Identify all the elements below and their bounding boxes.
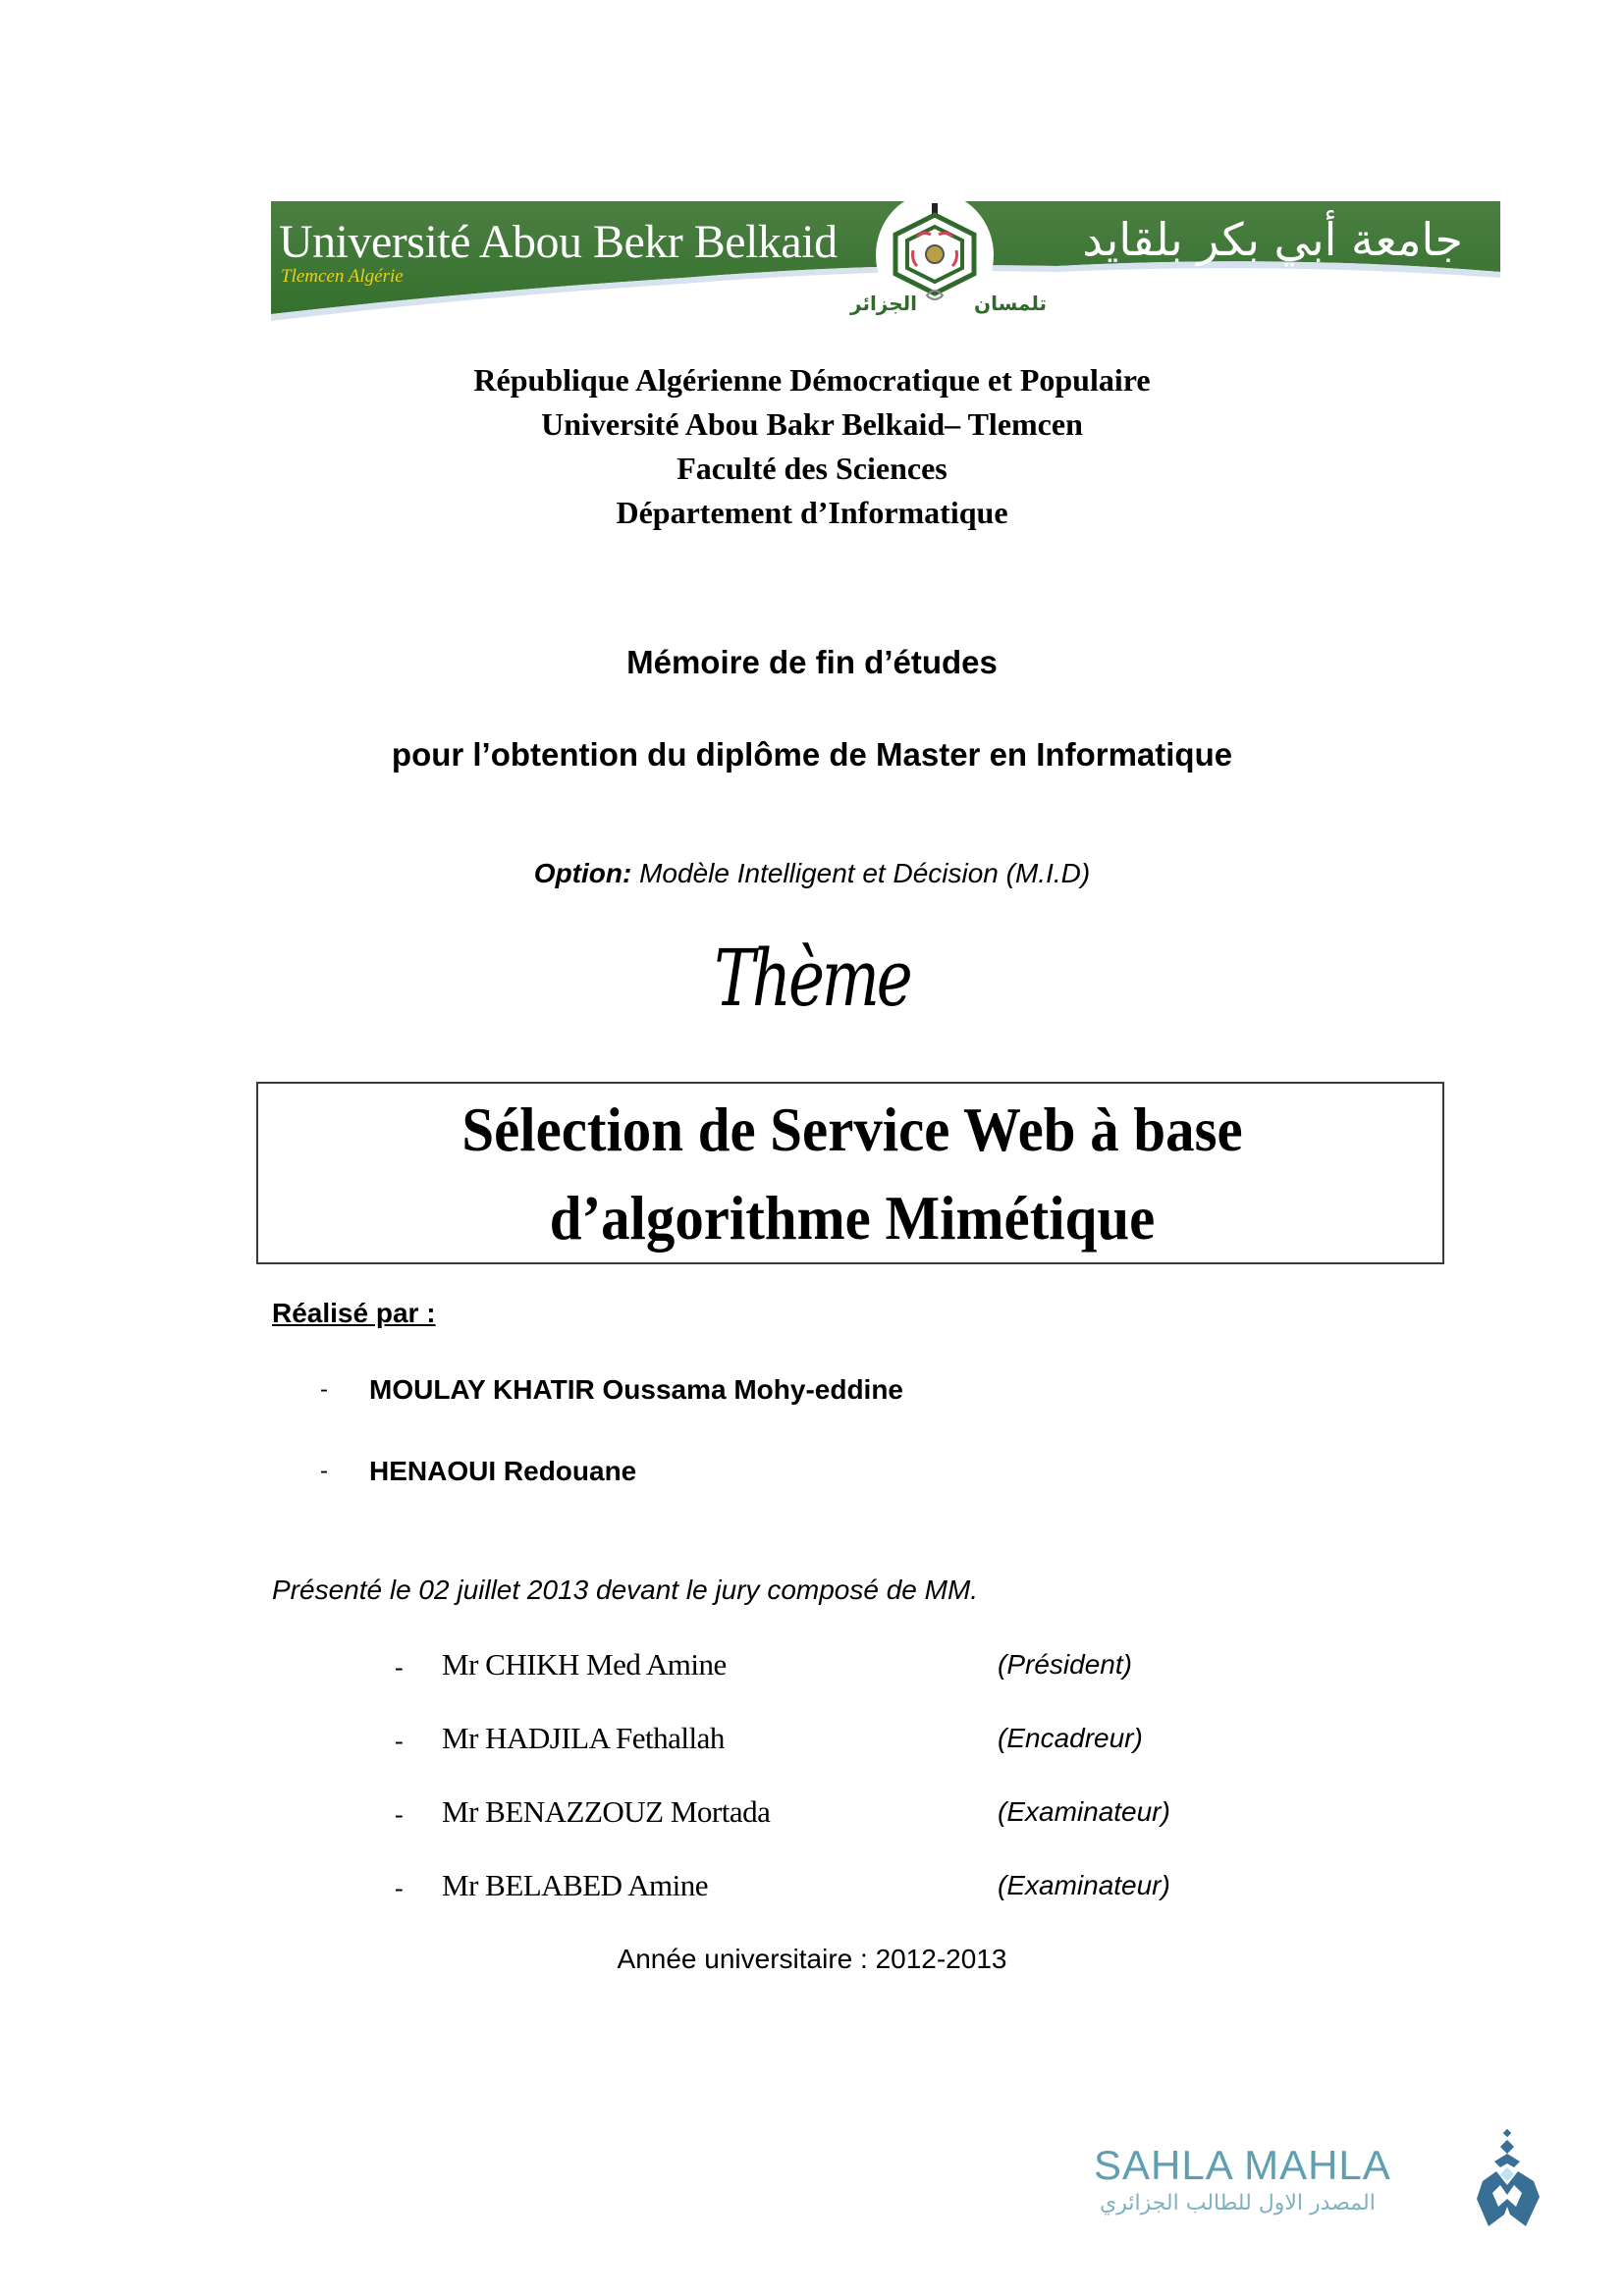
sahla-mahla-tagline: المصدر الاول للطالب الجزائري: [1100, 2191, 1376, 2216]
memoire-title: Mémoire de fin d’études: [626, 644, 998, 680]
banner-university-name: Université Abou Bekr Belkaid: [279, 216, 838, 268]
jury-member-role: (Examinateur): [998, 1796, 1170, 1827]
sahla-mahla-logo: [1094, 2128, 1545, 2236]
option-value: Modèle Intelligent et Décision (M.I.D): [631, 858, 1091, 888]
diploma-line: pour l’obtention du diplôme de Master en Informatique: [391, 736, 1233, 773]
department-line: Département d’Informatique: [616, 495, 1008, 530]
author-bullet: -: [320, 1458, 328, 1484]
sahla-mahla-name: SAHLA MAHLA: [1094, 2142, 1391, 2188]
republic-line: République Algérienne Démocratique et Populaire: [473, 362, 1151, 398]
jury-member-role: (Examinateur): [998, 1870, 1170, 1900]
faculty-line: Faculté des Sciences: [677, 451, 947, 486]
option-label: Option:: [533, 858, 632, 888]
author-name: MOULAY KHATIR Oussama Mohy-eddine: [369, 1374, 904, 1405]
authors-label: Réalisé par :: [272, 1298, 436, 1328]
jury-bullet: -: [395, 1800, 404, 1829]
jury-bullet: -: [395, 1653, 404, 1682]
university-banner: [271, 201, 1500, 321]
author-bullet: -: [320, 1376, 328, 1403]
banner-university-name-arabic: جامعة أبي بكر بلقايد: [1082, 213, 1463, 266]
thesis-title-box: [256, 1082, 1444, 1264]
jury-bullet: -: [395, 1874, 404, 1902]
thesis-title-line-1: Sélection de Service Web à base: [461, 1095, 1243, 1164]
thesis-title-line-2: d’algorithme Mimétique: [549, 1183, 1156, 1253]
banner-city-arabic: تلمسان: [974, 292, 1048, 315]
banner-country-arabic: الجزائر: [850, 292, 918, 315]
theme-heading: Thème: [714, 933, 910, 1024]
academic-year: Année universitaire : 2012-2013: [617, 1944, 1007, 1974]
institution-header: [0, 358, 1624, 535]
jury-member-name: Mr CHIKH Med Amine: [442, 1647, 727, 1682]
jury-bullet: -: [395, 1727, 404, 1755]
jury-member-name: Mr BENAZZOUZ Mortada: [442, 1794, 771, 1829]
sahla-mahla-mark-icon: [1475, 2128, 1545, 2230]
jury-member-role: (Président): [998, 1649, 1132, 1680]
jury-member-name: Mr HADJILA Fethallah: [442, 1721, 725, 1755]
university-line: Université Abou Bakr Belkaid– Tlemcen: [541, 406, 1083, 442]
jury-intro: Présenté le 02 juillet 2013 devant le jury composé de MM.: [272, 1575, 979, 1605]
jury-member-role: (Encadreur): [998, 1723, 1143, 1753]
university-emblem-icon: [888, 201, 982, 303]
author-name: HENAOUI Redouane: [369, 1456, 637, 1486]
banner-location: Tlemcen Algérie: [281, 266, 404, 287]
option-line: [0, 858, 1624, 889]
jury-member-name: Mr BELABED Amine: [442, 1868, 708, 1902]
